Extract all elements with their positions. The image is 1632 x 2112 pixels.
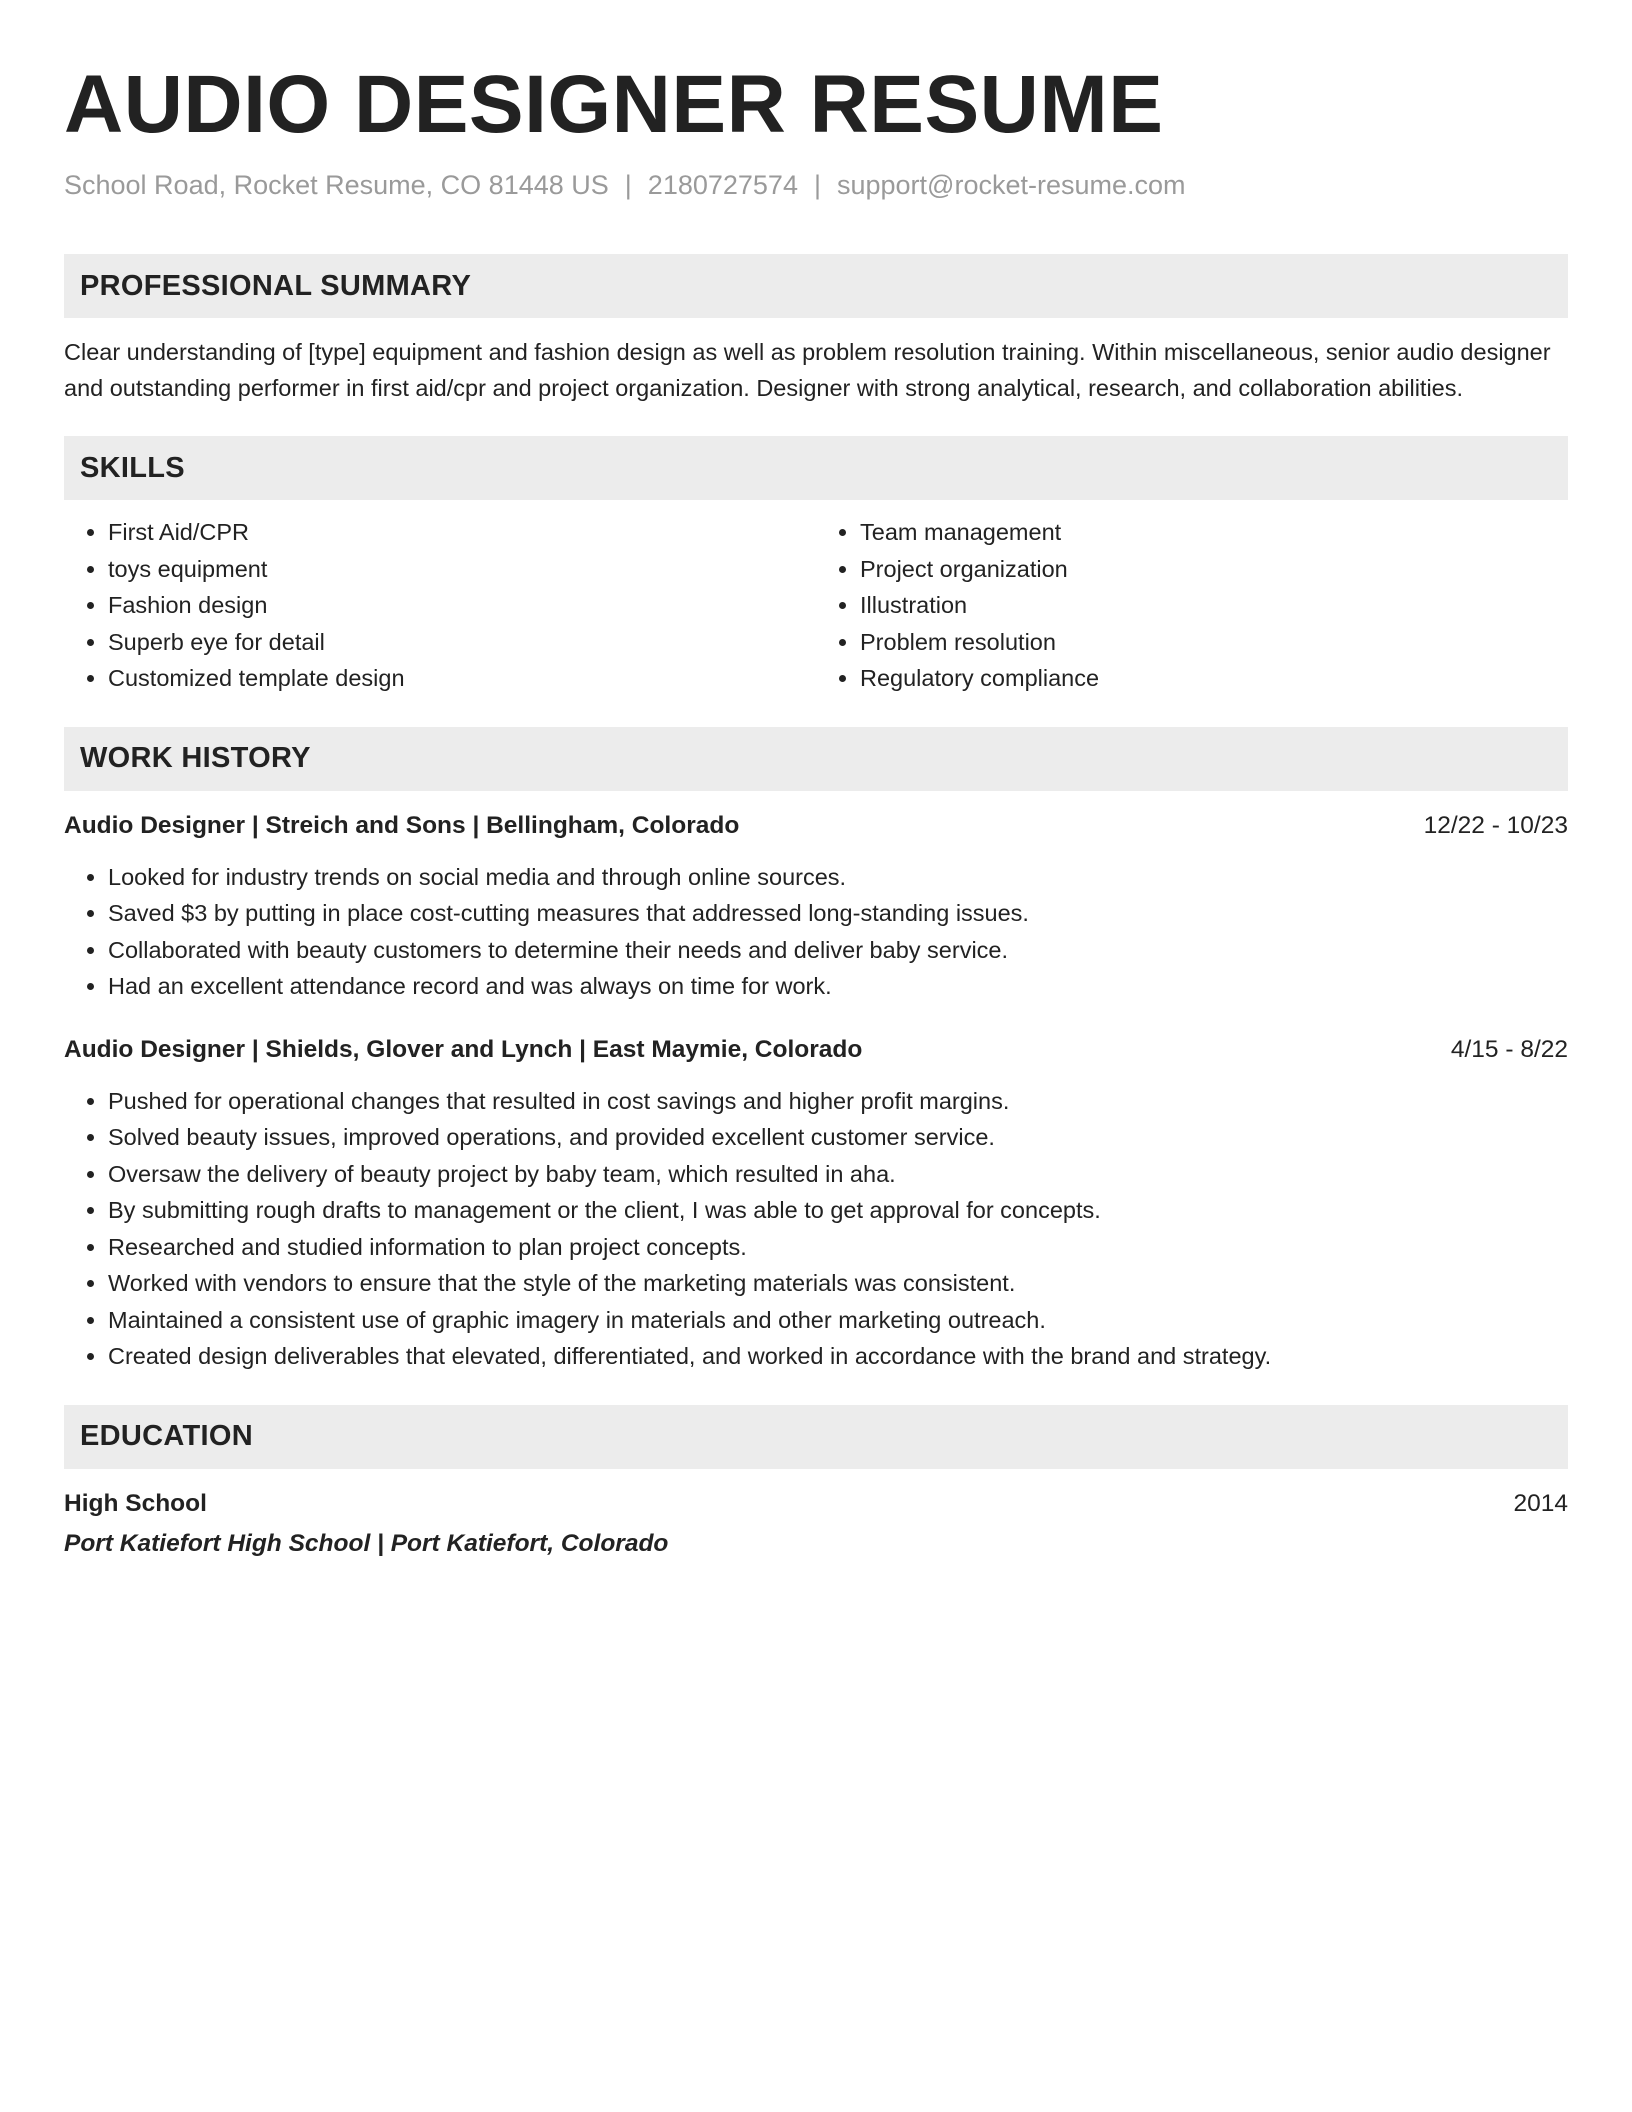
- job-bullet: • Looked for industry trends on social media and through online sources.: [108, 859, 1568, 896]
- job-bullet: • Maintained a consistent use of graphic imagery in materials and other marketing outreach.: [108, 1302, 1568, 1339]
- job-bullet: • Oversaw the delivery of beauty project by baby team, which resulted in aha.: [108, 1156, 1568, 1193]
- job-dates: 4/15 - 8/22: [1450, 1035, 1568, 1063]
- job-entry: [64, 1033, 1568, 1375]
- job-entry: [64, 809, 1568, 1005]
- job-bullets: [64, 1083, 1568, 1375]
- job-bullet: • Worked with vendors to ensure that the style of the marketing materials was consistent.: [108, 1265, 1568, 1302]
- job-title: Audio Designer | Streich and Sons | Bellingham, Colorado: [64, 811, 740, 839]
- skill-item: • Customized template design: [108, 660, 816, 697]
- skill-item: • Superb eye for detail: [108, 624, 816, 661]
- job-bullet: • Created design deliverables that elevated, differentiated, and worked in accordance with the brand and strategy.: [108, 1338, 1568, 1375]
- contact-email: support@rocket-resume.com: [836, 170, 1186, 200]
- skills-grid: [64, 514, 1568, 697]
- job-bullet: • Pushed for operational changes that resulted in cost savings and higher profit margins.: [108, 1083, 1568, 1120]
- contact-address: School Road, Rocket Resume, CO 81448 US: [64, 170, 609, 200]
- contact-phone: 2180727574: [647, 170, 798, 200]
- contact-line: [64, 168, 1568, 202]
- summary-section-header: PROFESSIONAL SUMMARY: [64, 254, 1568, 318]
- resume-title: AUDIO DESIGNER RESUME: [64, 59, 1164, 150]
- job-bullet: • Researched and studied information to plan project concepts.: [108, 1229, 1568, 1266]
- skill-item: • First Aid/CPR: [108, 514, 816, 551]
- skill-item: • Project organization: [860, 551, 1568, 588]
- job-bullets: [64, 859, 1568, 1005]
- job-bullet: • Saved $3 by putting in place cost-cutting measures that addressed long-standing issues.: [108, 895, 1568, 932]
- skill-item: • Problem resolution: [860, 624, 1568, 661]
- job-bullet: • By submitting rough drafts to management or the client, I was able to get approval for concepts.: [108, 1192, 1568, 1229]
- contact-separator: |: [624, 170, 632, 200]
- job-title: Audio Designer | Shields, Glover and Lynch | East Maymie, Colorado: [64, 1035, 863, 1063]
- education-degree: High School: [64, 1489, 207, 1517]
- job-header: [64, 1033, 1568, 1067]
- job-header: [64, 809, 1568, 843]
- education-school: Port Katiefort High School | Port Katiefort, Colorado: [64, 1529, 669, 1557]
- education-section-header: EDUCATION: [64, 1405, 1568, 1469]
- job-bullet: • Solved beauty issues, improved operations, and provided excellent customer service.: [108, 1119, 1568, 1156]
- skill-item: • Team management: [860, 514, 1568, 551]
- education-year: 2014: [1513, 1489, 1568, 1517]
- skills-column-right: [816, 514, 1568, 697]
- skills-column-left: [64, 514, 816, 697]
- skill-item: • Regulatory compliance: [860, 660, 1568, 697]
- education-header: [64, 1487, 1568, 1521]
- job-dates: 12/22 - 10/23: [1423, 811, 1568, 839]
- education-entry: [64, 1487, 1568, 1561]
- job-bullet: • Collaborated with beauty customers to determine their needs and deliver baby service.: [108, 932, 1568, 969]
- summary-text: Clear understanding of [type] equipment and fashion design as well as problem resolution training. Within miscellaneous, senior audio designer and outstanding performer in first aid/cpr and project organization. Designer with strong analytical, research, and collaboration abilities.: [64, 339, 1551, 401]
- skills-section-header: SKILLS: [64, 436, 1568, 500]
- skill-item: • Illustration: [860, 587, 1568, 624]
- skill-item: • toys equipment: [108, 551, 816, 588]
- work-history-section-header: WORK HISTORY: [64, 727, 1568, 791]
- skill-item: • Fashion design: [108, 587, 816, 624]
- job-bullet: • Had an excellent attendance record and was always on time for work.: [108, 968, 1568, 1005]
- contact-separator: |: [813, 170, 821, 200]
